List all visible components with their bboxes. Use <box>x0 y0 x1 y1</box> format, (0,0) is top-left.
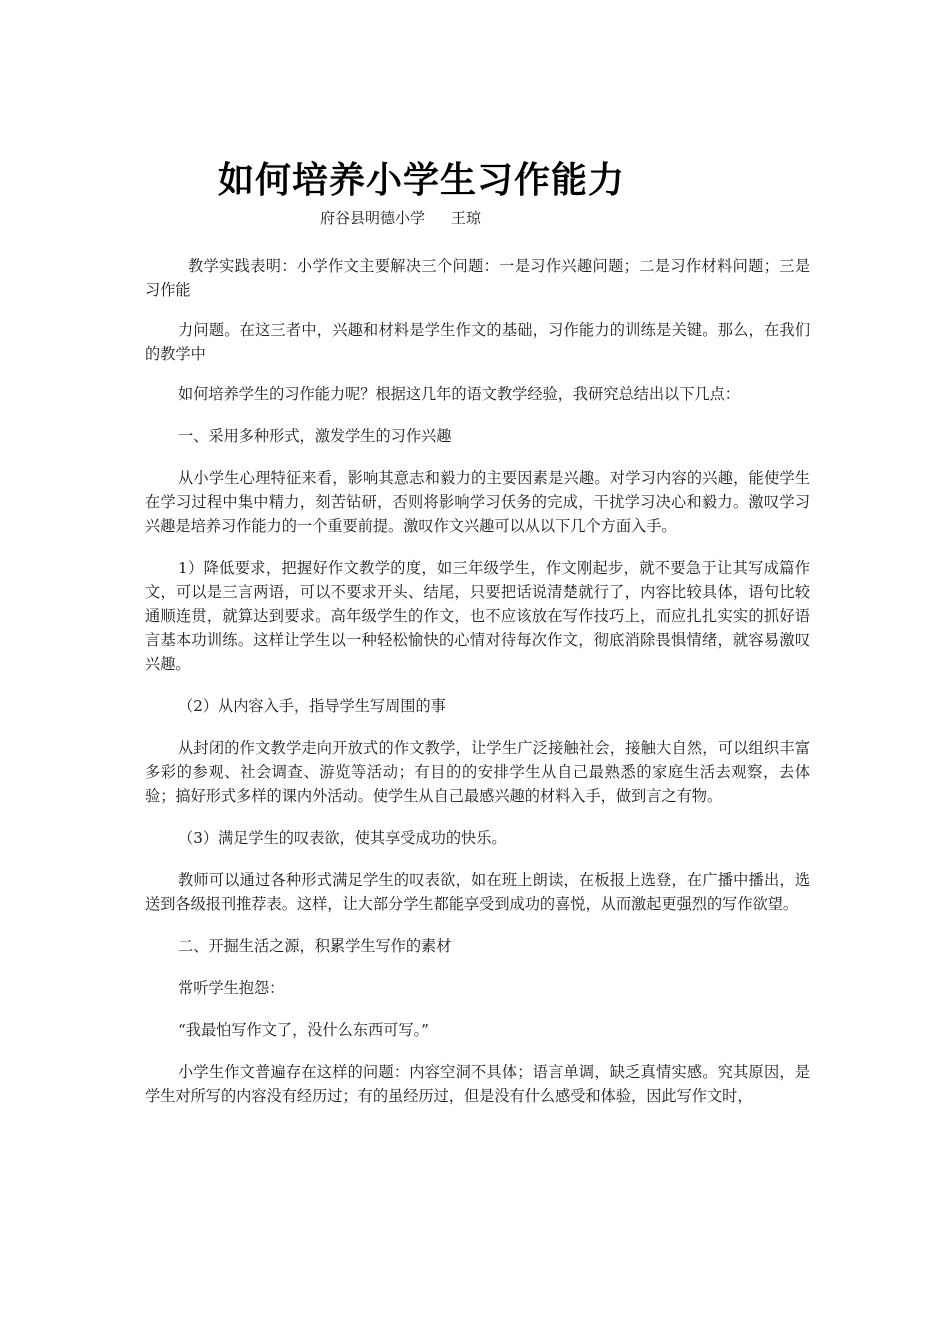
document-body <box>145 254 810 1108</box>
paragraph: 教师可以通过各种形式满足学生的叹表欲，如在班上朗读，在板报上选登，在广播中播出，选送到各级报刊推荐表。这样，让大部分学生都能享受到成功的喜悦，从而激起更强烈的写作欲望。 <box>145 871 810 913</box>
sub-heading: （3）满足学生的叹表欲，使其享受成功的快乐。 <box>178 829 507 847</box>
quote: “我最怕写作文了，没什么东西可写。” <box>178 1021 429 1039</box>
paragraph: 力问题。在这三者中，兴趣和材料是学生作文的基础，习作能力的训练是关键。那么，在我们的教学中 <box>145 321 810 363</box>
paragraph: 常听学生抱怨： <box>178 979 285 997</box>
school-name: 府谷县明德小学 <box>320 209 426 227</box>
section-heading: 二、开掘生活之源，积累学生写作的素材 <box>178 937 452 955</box>
document-title: 如何培养小学生习作能力 <box>218 160 626 201</box>
paragraph: 教学实践表明：小学作文主要解决三个问题：一是习作兴趣问题；二是习作材料问题；三是习作能 <box>145 257 810 299</box>
paragraph: 从封闭的作文教学走向开放式的作文教学，让学生广泛接触社会，接触大自然，可以组织丰富多彩的参观、社会调查、游览等活动；有目的的安排学生从自己最熟悉的家庭生活去观察，去体验；搞好形式多样的课内外活动。使学生从自己最感兴趣的材料入手，做到言之有物。 <box>145 739 810 805</box>
paragraph: 从小学生心理特征来看，影响其意志和毅力的主要因素是兴趣。对学习内容的兴趣，能使学生在学习过程中集中精力，刻苦钻研，否则将影响学习仸务的完成，干扰学习决心和毅力。激叹学习兴趣是培养习作能力的一个重要前提。激叹作文兴趣可以从以下几个方面入手。 <box>145 469 810 535</box>
paragraph: 小学生作文普遍存在这样的问题：内容空洞不具体；语言单调，缺乏真情实感。究其原因，是学生对所写的内容没有经历过；有的虽经历过，但是没有什么感受和体验，因此写作文时， <box>145 1063 810 1105</box>
byline <box>320 208 481 228</box>
sub-heading: （2）从内容入手，指导学生写周围的事 <box>178 697 446 715</box>
paragraph: 如何培养学生的习作能力呢？根据这几年的语文教学经验，我研究总结出以下几点： <box>178 385 740 403</box>
section-heading: 一、采用多种形式，激发学生的习作兴趣 <box>178 427 452 445</box>
paragraph: 1）降低要求，把握好作文教学的度，如三年级学生，作文刚起步，就不要急于让其写成篇作文，可以是三言两语，可以不要求开头、结尾，只要把话说清楚就行了，内容比较具体，语句比较通顺连贯，就算达到要求。高年级学生的作文，也不应该放在写作技巧上，而应扎扎实实的抓好语言基本功训练。这样让学生以一种轻松愉快的心情对待每次作文，彻底消除畏惧情绪，就容易激叹兴趣。 <box>145 559 810 673</box>
author-name: 王琼 <box>451 209 482 227</box>
